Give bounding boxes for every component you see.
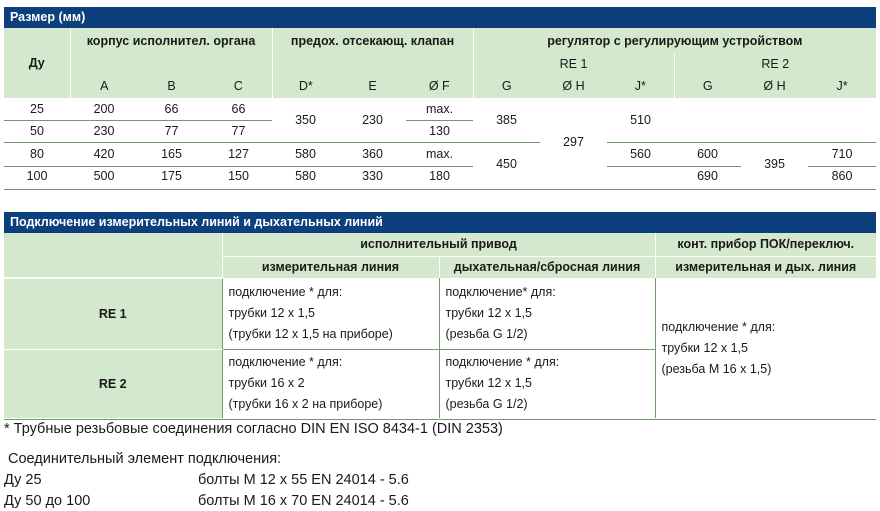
sub-h1: Ø H <box>562 78 585 93</box>
sub-e: E <box>368 78 377 93</box>
sub-a: A <box>70 73 138 98</box>
cell-j1-empty <box>607 166 674 186</box>
conn-table-title: Подключение измерительных линий и дыхательных линий <box>4 212 876 233</box>
cell-h1: 297 <box>563 135 584 149</box>
cell-du: 100 <box>26 169 48 184</box>
connector-range: Ду 50 до 100 <box>4 493 91 509</box>
re2-header: RE 2 <box>674 54 876 73</box>
cell-a: 500 <box>93 169 115 184</box>
cell-j1: 560 <box>607 142 674 166</box>
sub-control-header: измерительная и дых. линия <box>655 256 876 278</box>
cell-a: 200 <box>70 98 138 120</box>
cell-c: 127 <box>205 142 272 166</box>
group-actuator-header: исполнительный привод <box>222 233 655 256</box>
re1-measure-line: подключение * для: <box>228 284 343 299</box>
control-line: трубки 12 x 1,5 <box>661 340 748 355</box>
cell-j2: 710 <box>808 142 876 166</box>
cell-j2: 860 <box>831 169 853 184</box>
cell-b: 175 <box>161 169 182 184</box>
group-control-header: конт. прибор ПОК/переключ. <box>655 233 876 256</box>
re1-measure-line: трубки 12 x 1,5 <box>228 305 315 320</box>
cell-d: 580 <box>295 169 316 184</box>
sub-h2: Ø H <box>763 78 786 93</box>
cell-g1: 450 <box>496 157 517 172</box>
cell-c: 77 <box>205 120 272 142</box>
cell-a: 230 <box>70 120 138 142</box>
re1-breath-cell <box>439 278 655 349</box>
col-du-header: Ду <box>28 56 45 70</box>
size-table-title: Размер (мм) <box>4 7 876 28</box>
size-table-bottom-rule <box>4 189 876 190</box>
cell-f: 130 <box>406 120 473 142</box>
re1-breath-line: подключение* для: <box>445 284 556 299</box>
connector-range: Ду 25 <box>4 472 42 488</box>
re1-header: RE 1 <box>473 54 674 73</box>
re2-breath-cell <box>439 349 655 418</box>
connector-bolts: болты M 12 x 55 EN 24014 - 5.6 <box>198 472 409 488</box>
sub-b: B <box>167 78 176 93</box>
sub-j1: J* <box>634 78 646 93</box>
connection-table <box>4 233 876 418</box>
group-regulator-header: регулятор с регулирующим устройством <box>473 28 876 54</box>
control-line: (резьба M 16 x 1,5) <box>661 361 772 376</box>
cell-d: 350 <box>272 98 339 142</box>
cell-g2: 600 <box>674 142 741 166</box>
conn-table-bottom-rule <box>4 419 876 420</box>
re2-breath-line: подключение * для: <box>445 355 560 370</box>
sub-breath-header: дыхательная/сбросная линия <box>439 256 655 278</box>
cell-g2: 690 <box>697 169 718 184</box>
cell-c: 66 <box>205 98 272 120</box>
cell-e: 360 <box>339 142 406 166</box>
cell-du: 80 <box>4 142 70 166</box>
re1-breath-line: трубки 12 x 1,5 <box>445 305 532 320</box>
cell-f: max. <box>406 142 473 166</box>
cell-c: 150 <box>228 169 249 184</box>
re2-label: RE 2 <box>4 349 222 418</box>
cell-e: 230 <box>339 98 406 142</box>
re2-breath-line: (резьба G 1/2) <box>445 397 528 412</box>
spacer <box>70 54 272 73</box>
cell-j2-empty <box>808 98 876 142</box>
spacer <box>272 54 473 73</box>
control-cell <box>655 278 876 418</box>
connector-title: Соединительный элемент подключения: <box>8 451 282 467</box>
cell-e: 330 <box>362 169 383 184</box>
sub-j2: J* <box>836 78 848 93</box>
cell-b: 165 <box>138 142 205 166</box>
cell-f: max. <box>406 98 473 120</box>
cell-h2-empty <box>741 98 808 142</box>
re1-label: RE 1 <box>4 278 222 349</box>
cell-g1: 385 <box>473 98 540 142</box>
re2-measure-line: трубки 16 x 2 <box>228 376 305 391</box>
footnote: * Трубные резьбовые соединения согласно DIN EN ISO 8434-1 (DIN 2353) <box>4 421 503 437</box>
size-table <box>4 28 876 186</box>
cell-du: 50 <box>4 120 70 142</box>
re1-breath-line: (резьба G 1/2) <box>445 326 528 341</box>
cell-b: 66 <box>138 98 205 120</box>
table-row <box>4 98 876 120</box>
re2-breath-line: трубки 12 x 1,5 <box>445 376 532 391</box>
cell-g2-empty <box>674 98 741 142</box>
re2-measure-cell <box>222 349 439 418</box>
group-relief-header: предох. отсекающ. клапан <box>272 28 473 54</box>
cell-d: 580 <box>272 142 339 166</box>
cell-f: 180 <box>429 169 450 184</box>
table-row <box>4 278 876 349</box>
corner-empty <box>4 233 222 278</box>
re2-measure-line: (трубки 16 x 2 на приборе) <box>228 397 383 412</box>
sub-c: C <box>233 78 243 93</box>
sub-g1: G <box>473 73 540 98</box>
cell-j1: 510 <box>607 98 674 142</box>
re2-measure-line: подключение * для: <box>228 355 343 370</box>
re1-measure-cell <box>222 278 439 349</box>
sub-g2: G <box>674 73 741 98</box>
sub-d: D* <box>272 73 339 98</box>
cell-b: 77 <box>138 120 205 142</box>
cell-h2: 395 <box>764 157 785 172</box>
table-row <box>4 142 876 166</box>
re1-measure-line: (трубки 12 x 1,5 на приборе) <box>228 326 393 341</box>
cell-a: 420 <box>70 142 138 166</box>
sub-measure-header: измерительная линия <box>222 256 439 278</box>
sub-f: Ø F <box>428 78 450 93</box>
cell-du: 25 <box>4 98 70 120</box>
connector-bolts: болты M 16 x 70 EN 24014 - 5.6 <box>198 493 409 509</box>
control-line: подключение * для: <box>661 319 776 334</box>
group-body-header: корпус исполнител. органа <box>70 28 272 54</box>
